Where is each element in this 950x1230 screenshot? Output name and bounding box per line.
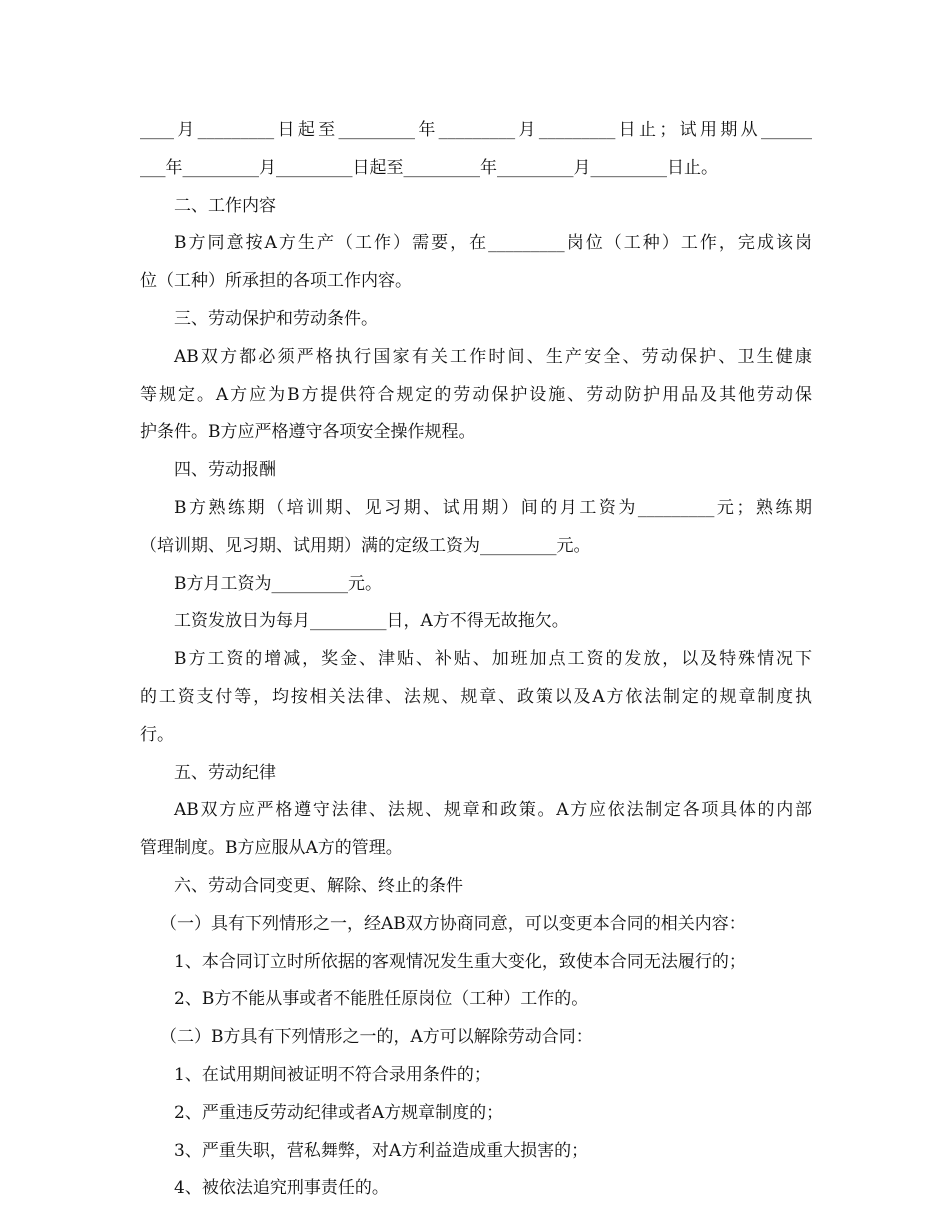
list-item: 4、被依法追究刑事责任的。	[174, 1178, 389, 1199]
list-item: 2、严重违反劳动纪律或者A方规章制度的；	[174, 1102, 504, 1123]
section-heading: 六、劳动合同变更、解除、终止的条件	[174, 875, 463, 896]
text-line: B方熟练期（培训期、见习期、试用期）间的月工资为_________元；熟练期	[174, 497, 812, 518]
text-line: （培训期、见习期、试用期）满的定级工资为_________元。	[140, 535, 591, 556]
text-line: 行。	[140, 724, 174, 745]
text-line: 工资发放日为每月_________日，A方不得无故拖欠。	[174, 611, 569, 632]
list-item: 1、本合同订立时所依据的客观情况发生重大变化，致使本合同无法履行的；	[174, 951, 746, 972]
text-line: AB双方应严格遵守法律、法规、规章和政策。A方应依法制定各项具体的内部	[174, 800, 812, 821]
text-line: 护条件。B方应严格遵守各项安全操作规程。	[140, 422, 476, 443]
text-line: B方工资的增减，奖金、津贴、补贴、加班加点工资的发放，以及特殊情况下	[174, 649, 812, 670]
section-heading: 五、劳动纪律	[174, 762, 276, 783]
text-line: 管理制度。B方应服从A方的管理。	[140, 838, 403, 859]
text-line: ____月_________日起至_________年_________月_________日止；试用期从______	[140, 120, 812, 140]
text-line: 的工资支付等，均按相关法律、法规、规章、政策以及A方依法制定的规章制度执	[140, 686, 812, 707]
section-heading: 二、工作内容	[174, 195, 276, 216]
text-line: B方月工资为_________元。	[174, 573, 382, 594]
list-item: 2、B方不能从事或者不能胜任原岗位（工种）工作的。	[174, 989, 589, 1010]
text-line: B方同意按A方生产（工作）需要，在_________岗位（工种）工作，完成该岗	[174, 233, 812, 254]
text-line: AB双方都必须严格执行国家有关工作时间、生产安全、劳动保护、卫生健康	[174, 346, 812, 367]
text-line: 位（工种）所承担的各项工作内容。	[140, 271, 412, 292]
list-heading: （一）具有下列情形之一，经AB双方协商同意，可以变更本合同的相关内容：	[160, 913, 746, 934]
list-heading: （二）B方具有下列情形之一的，A方可以解除劳动合同：	[160, 1027, 593, 1048]
text-line: ___年_________月_________日起至_________年_________月_________日止。	[140, 157, 718, 178]
document-body	[140, 112, 812, 1208]
section-heading: 三、劳动保护和劳动条件。	[174, 308, 378, 329]
list-item: 3、严重失职，营私舞弊，对A方利益造成重大损害的；	[174, 1140, 589, 1161]
section-heading: 四、劳动报酬	[174, 460, 276, 481]
list-item: 1、在试用期间被证明不符合录用条件的；	[174, 1064, 491, 1085]
text-line: 等规定。A方应为B方提供符合规定的劳动保护设施、劳动防护用品及其他劳动保	[140, 384, 812, 405]
